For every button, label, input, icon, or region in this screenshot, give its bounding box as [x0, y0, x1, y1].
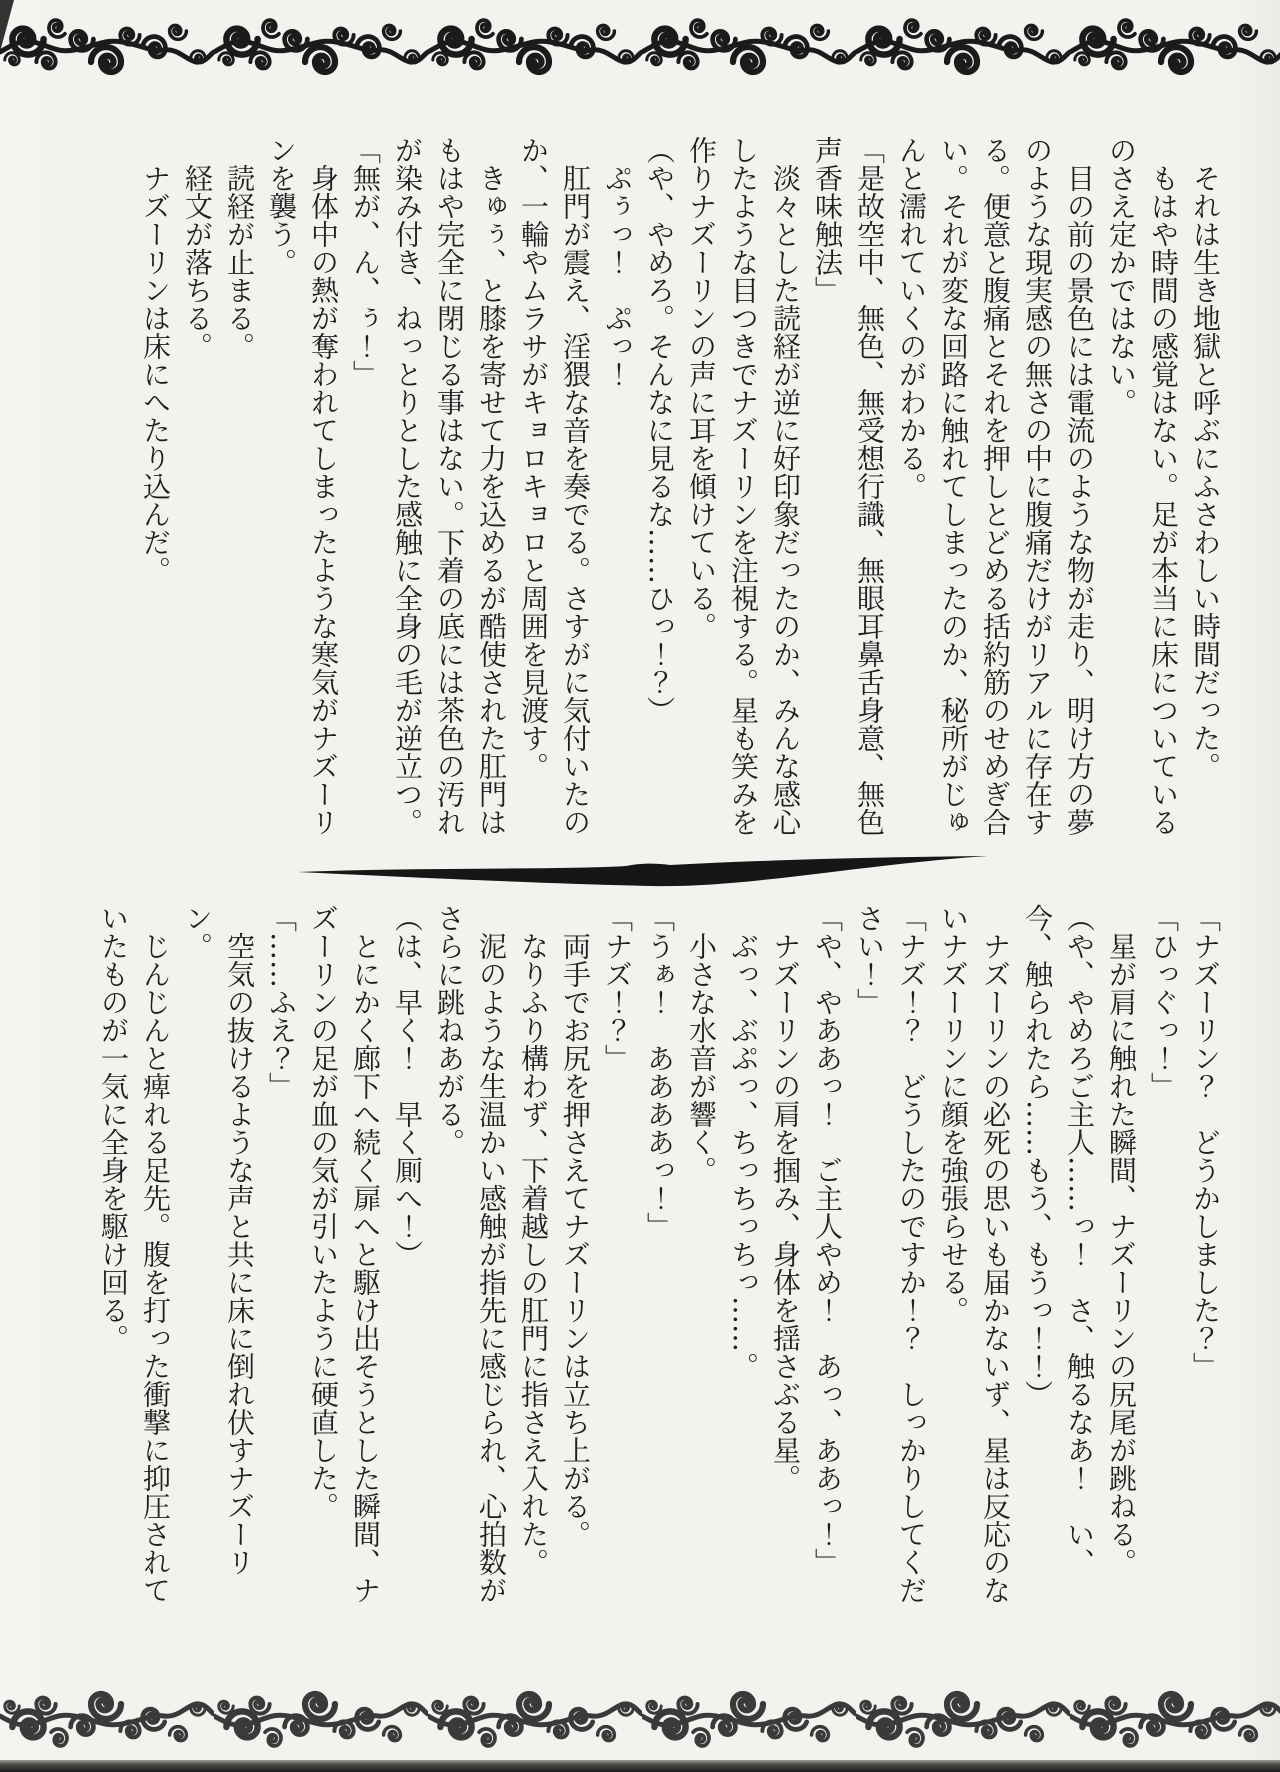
paragraph: 「うぁ！ ああああっ！」 — [643, 904, 676, 1240]
paragraph: 目の前の景色には電流のような物が走り、明け方の夢のような現実感の無さの中に腹痛だけがリアルに存在する。便意と腹痛とそれを押しとどめる括約筋のせめぎ合い。それが変な回路に触れてしまったのか、秘所がじゅんと濡れていくのがわかる。 — [895, 136, 1096, 836]
paragraph: じんじんと痺れる足先。腹を打った衝撃に抑圧されていたものが一気に全身を駆け回る。 — [97, 904, 172, 1604]
paragraph: ぷぅっ！ ぷっ！ — [601, 164, 634, 388]
paragraph: 「ナズーリン？ どうかしました？」 — [1189, 904, 1222, 1380]
section-divider-rule — [296, 846, 990, 894]
paragraph: 「ナズ！？ どうしたのですか！？ しっかりしてください！」 — [853, 904, 928, 1604]
top-scroll-border-ornament — [0, 6, 1280, 90]
paragraph: ナズーリンは床にへたり込んだ。 — [139, 164, 172, 584]
page-bottom-edge-shadow — [0, 1760, 1280, 1772]
paragraph: 「ナズ！？」 — [601, 904, 634, 1072]
paragraph: きゅぅ、と膝を寄せて力を込めるが酷使された肛門はもはや完全に閉じる事はない。下着の底には茶色の汚れが染み付き、ねっとりとした感触に全身の毛が逆立つ。 — [391, 136, 508, 836]
paragraph: 経文が落ちる。 — [181, 164, 214, 360]
divider-blade-shape — [298, 856, 988, 886]
paragraph: （や、やめろご主人……っ！ さ、触るなあ！ い、今、触られたら……もう、もうっ！！） — [1021, 904, 1096, 1576]
paragraph: 「や、やああっ！ ご主人やめ！ あっ、ああっ！」 — [811, 904, 844, 1576]
bottom-scroll-border-ornament — [0, 1676, 1280, 1760]
paragraph: 泥のような生温かい感触が指先に感じられ、心拍数がさらに跳ねあがる。 — [433, 904, 508, 1604]
paragraph: 「……ふえ？」 — [265, 904, 298, 1100]
top-text-block — [122, 136, 1226, 840]
paragraph: なりふり構わず、下着越しの肛門に指さえ入れた。 — [517, 932, 550, 1576]
paragraph: 「ひっぐっ！」 — [1147, 904, 1180, 1100]
paragraph: 両手でお尻を押さえてナズーリンは立ち上がる。 — [559, 932, 592, 1548]
paragraph: ぶっ、ぶぷっ、ちっちっちっ……。 — [727, 932, 760, 1380]
paragraph: 肛門が震え、淫猥な音を奏でる。さすがに気付いたのか、一輪やムラサがキョロキョロと周囲を見渡す。 — [517, 136, 592, 836]
paragraph: とにかく廊下へ続く扉へと駆け出そうとした瞬間、ナズーリンの足が血の気が引いたように硬直した。 — [307, 904, 382, 1604]
bottom-text-block — [97, 904, 1226, 1608]
paragraph: それは生き地獄と呼ぶにふさわしい時間だった。 — [1189, 164, 1222, 780]
paragraph: 読経が止まる。 — [223, 164, 256, 360]
paragraph: ナズーリンの肩を掴み、身体を揺さぶる星。 — [769, 932, 802, 1492]
paragraph: 空気の抜けるような声と共に床に倒れ伏すナズーリン。 — [181, 904, 256, 1576]
paragraph: 小さな水音が響く。 — [685, 932, 718, 1184]
paragraph: 「是故空中、無色、無受想行識、無眼耳鼻舌身意、無色声香味触法」 — [811, 136, 886, 836]
paragraph: 星が肩に触れた瞬間、ナズーリンの尻尾が跳ねる。 — [1105, 932, 1138, 1576]
paragraph: ナズーリンの必死の思いも届かないず、星は反応のないナズーリンに顔を強張らせる。 — [937, 904, 1012, 1604]
paragraph: 身体中の熱が奪われてしまったような寒気がナズーリンを襲う。 — [265, 136, 340, 836]
paragraph: （や、やめろ。そんなに見るな……ひっ！？） — [643, 136, 676, 724]
paragraph: 「無が、ん、ぅ！」 — [349, 136, 382, 388]
paragraph: もはや時間の感覚はない。足が本当に床についているのさえ定かではない。 — [1105, 136, 1180, 836]
paragraph: （は、早く！ 早く厠へ！） — [391, 904, 424, 1268]
paragraph: 淡々とした読経が逆に好印象だったのか、みんな感心したような目つきでナズーリンを注視する。星も笑みを作りナズーリンの声に耳を傾けている。 — [685, 136, 802, 836]
